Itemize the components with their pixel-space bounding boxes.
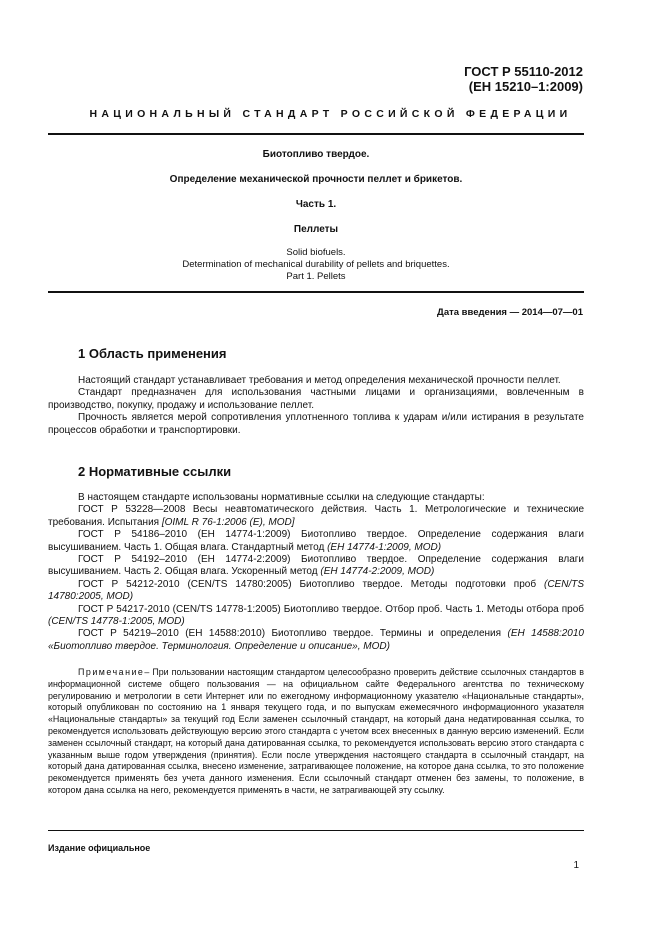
section-2-intro: В настоящем стандарте использованы нормативные ссылки на следующие стандарты:	[78, 492, 485, 503]
reference-item: ГОСТ Р 54219–2010 (ЕН 14588:2010) Биотопливо твердое. Термины и определения (ЕН 14588:2010 «Биотопливо твердое. Терминология. Определение и описание», MOD)	[48, 628, 584, 652]
section-1-paragraph: Настоящий стандарт устанавливает требования и метод определения механической прочности пеллет.	[78, 375, 561, 386]
reference-item: ГОСТ Р 54186–2010 (ЕН 14774-1:2009) Биотопливо твердое. Определение содержания влаги высушиванием. Часть 1. Общая влага. Стандартный метод (ЕН 14774-1:2009, MOD)	[48, 529, 584, 553]
standard-designation	[464, 64, 583, 94]
section-1-body	[48, 375, 584, 437]
equivalent-standard: (ЕН 15210–1:2009)	[468, 79, 583, 94]
section-2-heading: 2 Нормативные ссылки	[78, 464, 232, 479]
title-en-line2: Determination of mechanical durability of pellets and briquettes.	[182, 259, 450, 270]
section-1-heading: 1 Область применения	[78, 346, 227, 361]
title-en-line3: Part 1. Pellets	[286, 271, 346, 282]
reference-item: ГОСТ Р 53228—2008 Весы неавтоматического действия. Часть 1. Метрологические и технические требования. Испытания [OIML R 76-1:2006 (E), MOD]	[48, 504, 584, 528]
title-ru-line1: Биотопливо твердое.	[262, 149, 370, 160]
note-block	[48, 667, 584, 797]
title-ru-line4: Пеллеты	[293, 224, 339, 235]
title-ru-line3: Часть 1.	[295, 199, 337, 210]
title-en-line1: Solid biofuels.	[286, 247, 346, 258]
note-text: – При пользовании настоящим стандартом целесообразно проверить действие ссылочных стандартов в информационной системе общего пользования — на официальном сайте Федерального агентства по техническому регулированию и метрологии в сети Интернет или по ежегодному информационному указателю «Национальные стандарты», который опубликован по состоянию на 1 января текущего года, и по выпускам ежемесячного информационного указателя «Национальные стандарты» за текущий год Если заменен ссылочный стандарт, на который дана недатированная ссылка, то рекомендуется использовать действующую версию этого стандарта с учетом всех внесенных в данную версию изменений. Если заменен ссылочный стандарт, на который дана датированная ссылка, то рекомендуется использовать версию этого стандарта с указанным выше годом утверждения (принятия). Если после утверждения настоящего стандарта в ссылочный стандарт, на который дана датированная ссылка, внесено изменение, затрагивающее положение, на которое дана ссылка, то это положение рекомендуется применять без учета данного изменения. Если ссылочный стандарт отменен без замены, то положение, в котором дана ссылка на него, рекомендуется применять в части, не затрагивающей эту ссылку.	[48, 667, 584, 795]
edition-label: Издание официальное	[48, 843, 151, 853]
reference-adoption: (ЕН 14774-2:2009, MOD)	[320, 566, 435, 578]
reference-item: ГОСТ Р 54212-2010 (CEN/TS 14780:2005) Биотопливо твердое. Методы подготовки проб (CEN/TS 14780:2005, MOD)	[48, 578, 584, 603]
reference-adoption: (CEN/TS 14778-1:2005, MOD)	[48, 616, 185, 628]
reference-item: ГОСТ Р 54217-2010 (CEN/TS 14778-1:2005) Биотопливо твердое. Отбор проб. Часть 1. Методы отбора проб (CEN/TS 14778-1:2005, MOD)	[48, 603, 584, 628]
introduction-date: Дата введения — 2014—07—01	[437, 307, 583, 318]
title-divider	[48, 291, 584, 293]
designation-number: ГОСТ Р 55110-2012	[464, 64, 583, 79]
national-standard-banner: НАЦИОНАЛЬНЫЙ СТАНДАРТ РОССИЙСКОЙ ФЕДЕРАЦИИ	[89, 108, 572, 120]
reference-item: ГОСТ Р 54192–2010 (ЕН 14774-2:2009) Биотопливо твердое. Определение содержания влаги высушиванием. Часть 2. Общая влага. Ускоренный метод (ЕН 14774-2:2009, MOD)	[48, 554, 584, 578]
title-en	[48, 247, 584, 283]
note-label: Примечание	[78, 667, 145, 677]
title-ru-line2: Определение механической прочности пеллет и брикетов.	[169, 174, 463, 185]
reference-adoption: (CEN/TS 14780:2005, MOD)	[48, 578, 584, 603]
reference-adoption: (ЕН 14588:2010 «Биотопливо твердое. Терминология. Определение и описание», MOD)	[48, 628, 584, 652]
section-2-body	[48, 492, 584, 653]
reference-adoption: (ЕН 14774-1:2009, MOD)	[327, 541, 442, 553]
page-number: 1	[573, 860, 579, 871]
reference-adoption: [OIML R 76-1:2006 (E), MOD]	[161, 516, 295, 528]
section-1-paragraph: Прочность является мерой сопротивления уплотненного топлива к ударам и/или истирания в результате процессов обработки и транспортировки.	[48, 412, 584, 436]
top-divider	[48, 133, 584, 135]
footer-divider	[48, 830, 584, 831]
section-1-paragraph: Стандарт предназначен для использования частными лицами и организациями, вовлеченным в производство, покупку, продажу и использование пеллет.	[48, 387, 584, 411]
